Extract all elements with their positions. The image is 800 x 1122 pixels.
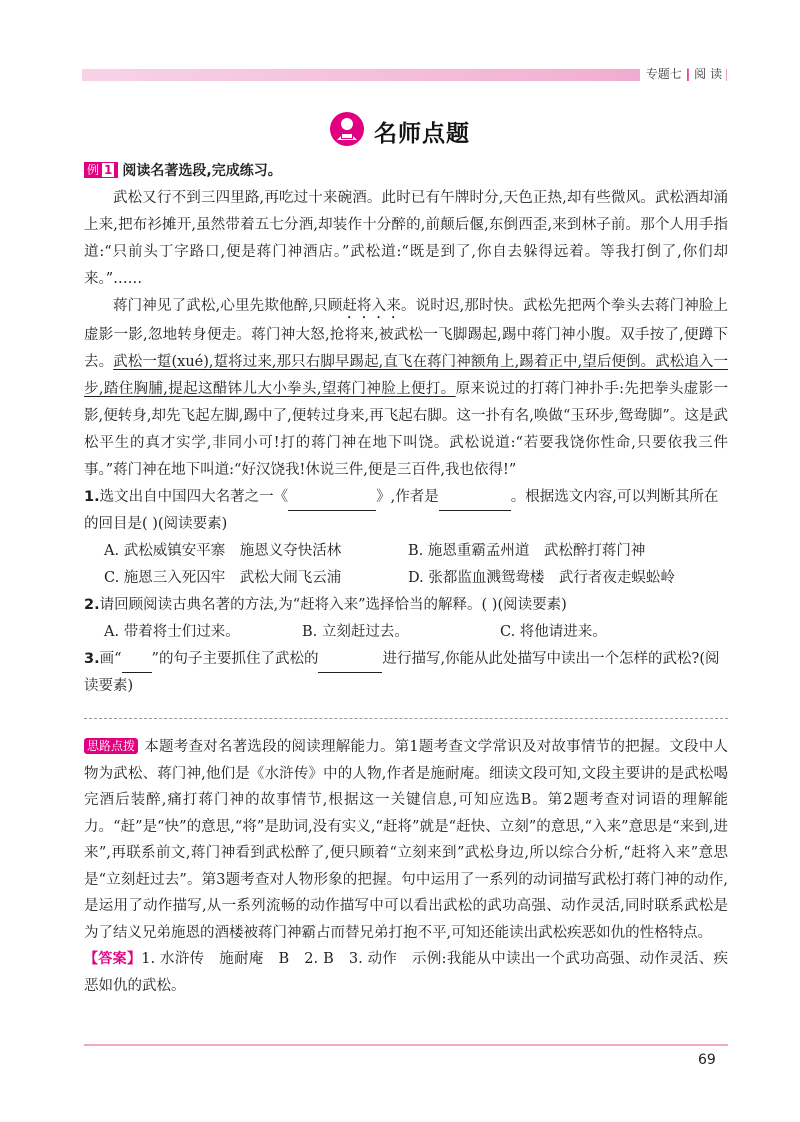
teacher-icon (330, 112, 364, 146)
analysis-text: 本题考查对名著选段的阅读理解能力。第1题考查文学常识及对故事情节的把握。文段中人物为武松、蒋门神,他们是《水浒传》中的人物,作者是施耐庵。细读文段可知,文段主要讲的是武松喝完酒后装醉,痛打蒋门神的故事情节,根据这一关键信息,可知应选B。第2题考查对词语的理解能力。“赶”是“快”的意思,“将”是助词,没有实义,“赶将”就是“赶快、立刻”的意思,“入来”意思是“来到,进来”,再联系前文,蒋门神看到武松醉了,便只顾着“立刻来到”武松身边,所以综合分析,“赶将入来”意思是“立刻赶过去”。第3题考查对人物形象的把握。句中运用了一系列的动词描写武松打蒋门神的动作,是运用了动作描写,从一系列流畅的动作描写中可以看出武松的武功高强、动作灵活,同时联系武松是为了结义兄弟施恩的酒楼被蒋门神霸占而替兄弟打抱不平,可知还能读出武松疾恶如仇的性格特点。 (84, 739, 728, 941)
passage-paragraph-2 (84, 293, 728, 484)
header-section: 专题七 (645, 67, 682, 81)
question-2-options (84, 619, 728, 646)
option: A. 带着将士们过来。 (104, 624, 240, 640)
question-3: 3.画“ ”的句子主要抓住了武松的 进行描写,你能从此处描写中读出一个怎样的武松?(阅读要素) (84, 651, 720, 694)
analysis-tag: 思路点拨 (84, 738, 138, 754)
example-header (84, 158, 728, 185)
question-2: 2.请回顾阅读古典名著的方法,为“赶将入来”选择恰当的解释。( )(阅读要素) (84, 597, 567, 613)
header-topic: 阅 读 (694, 67, 722, 81)
dotted-phrase: 赶将入来 (342, 298, 401, 314)
passage-paragraph-1: 武松又行不到三四里路,再吃过十来碗酒。此时已有午牌时分,天色正热,却有些微风。武松酒却涌上来,把布衫摊开,虽然带着五七分酒,却装作十分醉的,前颠后偃,东倒西歪,来到林子前。那个人用手指道:“只前头丁字路口,便是蒋门神酒店。”武松道:“既是到了,你自去躲得远着。等我打倒了,你们却来。”…… (84, 190, 728, 287)
option: B. 施恩重霸孟州道 武松醉打蒋门神 (408, 543, 646, 559)
question-1-options (84, 538, 728, 592)
answer-tag: 【答案】 (84, 951, 142, 967)
answer-blank[interactable] (439, 492, 511, 511)
option: A. 武松威镇安平寨 施恩义夺快活林 (104, 543, 342, 559)
option: B. 立刻赶过去。 (302, 624, 409, 640)
section-divider (84, 718, 728, 719)
main-content (84, 158, 728, 700)
answer-text: 1. 水浒传 施耐庵 B 2. B 3. 动作 示例:我能从中读出一个武功高强、动作灵活、疾恶如仇的武松。 (84, 951, 729, 994)
example-badge: 例 1 (84, 162, 118, 178)
page-title: 名师点题 (374, 121, 470, 147)
example-number: 1 (101, 162, 115, 178)
footer-rule (84, 1044, 728, 1046)
running-header (640, 62, 726, 86)
answer-blank[interactable] (318, 654, 382, 673)
answer-blank[interactable] (288, 492, 376, 511)
passage-text: 。说时迟,那时快。武松先把两个拳头去蒋门神脸上虚影一影,忽地转身便走。蒋门神大怒,抢将来,被武松一飞脚踢起,踢中蒋门神小腹。双手按了,便蹲下去。 (84, 298, 729, 370)
passage-text: 原来说过的打蒋门神扑手:先把拳头虚影一影,便转身,却先飞起左脚,踢中了,便转过身来,再飞起右脚。这一扑有名,唤做“玉环步,鸳鸯脚”。这是武松平生的真才实学,非同小可!打的蒋门神在地下叫饶。武松说道:“若要我饶你性命,只要依我三件事。”蒋门神在地下叫道:“好汉饶我!休说三件,便是三百件,我也依得!” (84, 381, 729, 478)
passage-text: 蒋门神见了武松,心里先欺他醉,只顾 (113, 298, 343, 314)
option: D. 张都监血溅鸳鸯楼 武行者夜走蜈蚣岭 (408, 570, 675, 586)
page-number: 69 (698, 1052, 716, 1068)
option: C. 施恩三入死囚牢 武松大闹飞云浦 (104, 570, 342, 586)
header-bar (82, 69, 727, 81)
section-title (330, 112, 490, 148)
underlined-sentence: 武松一踅(xué),踅将过来,那只右脚早踢起,直飞在蒋门神额角上,踢着正中,望后便倒。武松追入一步,踏住胸脯,提起这醋钵儿大小拳头,望蒋门神脸上便打。 (84, 354, 728, 397)
header-separator: | (685, 67, 691, 81)
option: C. 将他请进来。 (500, 624, 607, 640)
analysis-block (84, 734, 728, 999)
question-1: 1.选文出自中国四大名著之一《 》,作者是 。根据选文内容,可以判断其所在的回目是( )(阅读要素) (84, 489, 719, 532)
example-instruction: 阅读名著选段,完成练习。 (122, 163, 282, 179)
line-sample (122, 654, 152, 673)
